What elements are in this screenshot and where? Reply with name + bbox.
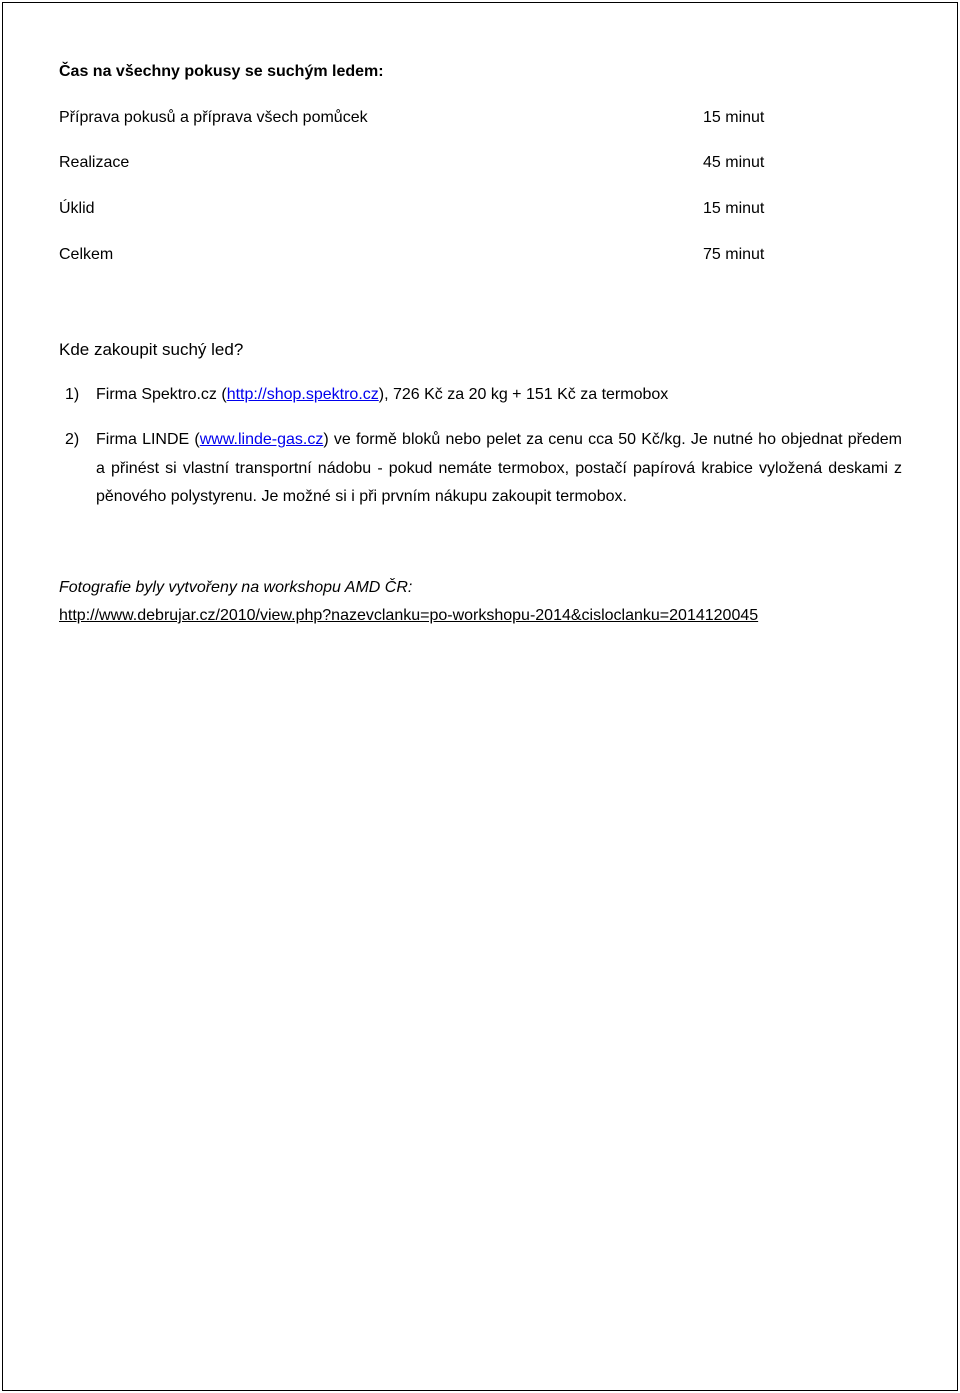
buy-heading: Kde zakoupit suchý led?: [59, 340, 244, 359]
list-number: 1): [65, 386, 80, 403]
list-number: 2): [65, 431, 80, 448]
time-row-label: Realizace: [59, 154, 130, 171]
item-prefix: Firma LINDE (: [96, 431, 200, 448]
photo-note: Fotografie byly vytvořeny na workshopu AMD ČR:: [59, 579, 413, 596]
spektro-link[interactable]: http://shop.spektro.cz: [226, 386, 379, 403]
time-row-value: 75 minut: [703, 246, 765, 263]
time-heading: Čas na všechny pokusy se suchým ledem:: [59, 63, 384, 80]
workshop-link[interactable]: http://www.debrujar.cz/2010/view.php?nazevclanku=po-workshopu-2014&cisloclanku=2014120045: [59, 607, 759, 624]
time-row-label: Celkem: [59, 246, 114, 263]
time-row-label: Příprava pokusů a příprava všech pomůcek: [59, 109, 368, 126]
item-suffix: ), 726 Kč za 20 kg + 151 Kč za termobox: [378, 386, 669, 403]
list-item-linde: [96, 426, 902, 512]
item-suffix: ) ve formě bloků nebo pelet za cenu cca 50 Kč/kg. Je nutné ho objednat předem a přinést si vlastní transportní nádobu - pokud nemáte termobox, postačí papírová krabice vyložená deskami z pěnového polystyrenu. Je možné si i při prvním nákupu zakoupit termobox.: [96, 431, 903, 505]
time-row-value: 15 minut: [703, 200, 765, 217]
item-prefix: Firma Spektro.cz (: [96, 386, 227, 403]
linde-link[interactable]: www.linde-gas.cz: [199, 431, 324, 448]
document-page: [2, 2, 958, 1391]
list-item-spektro: [96, 386, 668, 404]
time-row-value: 45 minut: [703, 154, 765, 171]
time-row-value: 15 minut: [703, 109, 765, 126]
time-row-label: Úklid: [59, 200, 95, 217]
